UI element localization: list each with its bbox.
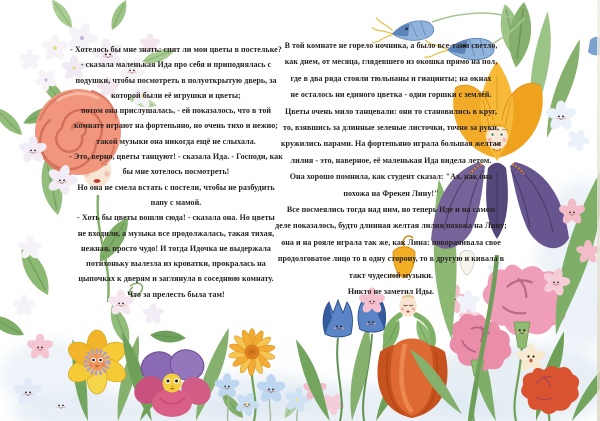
text-line: Цветы очень мило танцевали: они то становились в круг, xyxy=(284,106,497,116)
text-line: подушки, чтобы посмотреть в полуоткрытую дверь, за xyxy=(75,75,277,85)
text-line: нежная, просто чудо! И тогда Идочка не выдержала xyxy=(81,243,271,253)
text-line: Она хорошо помнила, как студент сказал: "Ах, как она xyxy=(289,172,493,182)
text-line: - сказала маленькая Ида про себя и приподнялась с xyxy=(80,60,272,70)
text-line: Но она не смела встать с постели, чтобы не разбудить xyxy=(77,182,275,192)
text-line: - Хотелось бы мне знать: спят ли мои цветы в постельке? xyxy=(70,45,282,54)
text-line: В той комнате не горело ночника, а было все-таки светло, xyxy=(284,41,498,50)
text-line: где в два ряда стояли тюльпаны и гиацинты; на окнах xyxy=(290,73,492,83)
text-line: - Это, верно, цветы танцуют! - сказала Ида. - Господи, как xyxy=(69,152,283,162)
text-line: Все посмеялись тогда над ним, но теперь Иде и на самом xyxy=(286,205,496,215)
text-line: как днем, от месяца, глядевшего из окошка прямо на пол, xyxy=(284,57,498,67)
text-line: комнате играют на фортепьяно, но очень тихо и нежно; xyxy=(73,121,279,131)
left-page-text xyxy=(56,42,296,302)
text-line: папу с мамой. xyxy=(150,197,202,207)
text-line: деле показалось, будто длинная желтая лилия похожа на Лину; xyxy=(275,221,507,231)
text-line: такой музыки она никогда ещё не слыхала. xyxy=(96,136,256,146)
text-line: то, взявшись за длинные зеленые листочки, точно за руки, xyxy=(282,123,500,133)
text-line: кружились парами. На фортепьяно играла большая желтая xyxy=(280,139,502,149)
text-line: Что за прелесть была там! xyxy=(127,289,225,299)
text-line: потихоньку вылезла из кроватки, прокралась на xyxy=(86,259,266,269)
text-line: - Хоть бы цветы вошли сюда! - сказала она. Но цветы xyxy=(77,213,275,223)
text-line: лилия - это, наверное, её маленькая Ида видела летом. xyxy=(290,155,492,165)
text-line: потом она прислушалась, - ей показалось, что в той xyxy=(80,106,272,116)
text-line: цыпочках к дверям и заглянула в соседнюю комнату. xyxy=(78,274,274,284)
text-line: не входили, а музыка все продолжалась, такая тихая, xyxy=(77,228,275,238)
text-line: такт чудесной музыки. xyxy=(348,270,434,280)
text-line: бы мне хотелось посмотреть! xyxy=(122,167,230,177)
text-line: которой были её игрушки и цветы; xyxy=(111,90,241,100)
right-page-text xyxy=(268,38,514,301)
text-line: похожа на Фрекен Лину!" xyxy=(343,188,439,198)
text-line: она и на рояле играла так же, как Лина: поворачивала свое xyxy=(281,237,501,247)
text-line: продолговатое лицо то в одну сторону, то в другую и кивала в xyxy=(277,254,505,264)
text-line: Никто не заметил Иды. xyxy=(347,287,435,297)
text-line: не осталось ни единого цветка - одни горшки с землёй. xyxy=(290,90,492,100)
